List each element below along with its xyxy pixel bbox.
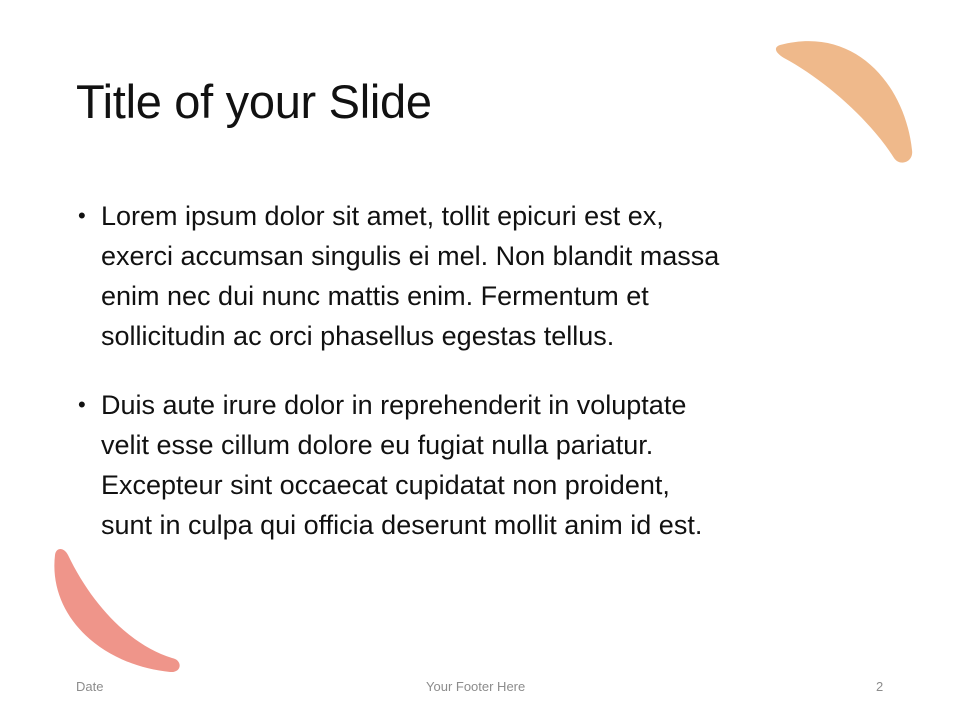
orange-crescent-shape [760,30,930,180]
bullet-line: velit esse cillum dolore eu fugiat nulla pariatur. [101,430,654,460]
bullet-line: exerci accumsan singulis ei mel. Non blandit massa [101,241,720,271]
bullet-marker: • [78,203,86,228]
footer-date: Date [76,679,104,694]
footer-text: Your Footer Here [426,679,526,694]
bullet-line: sunt in culpa qui officia deserunt mollit anim id est. [101,510,703,540]
bullet-item [76,196,886,356]
bullet-line: sollicitudin ac orci phasellus egestas tellus. [101,321,615,351]
page-number: 2 [876,679,884,694]
bullet-line: enim nec dui nunc mattis enim. Fermentum et [101,281,649,311]
bullet-marker: • [78,392,86,417]
bullet-list [76,196,886,574]
bullet-line: Excepteur sint occaecat cupidatat non proident, [101,470,670,500]
bullet-item [76,385,886,545]
bullet-line: Lorem ipsum dolor sit amet, tollit epicuri est ex, [101,201,664,231]
orange-crescent-path [776,41,912,163]
bullet-line: Duis aute irure dolor in reprehenderit in voluptate [101,390,687,420]
slide-title: Title of your Slide [76,75,432,128]
